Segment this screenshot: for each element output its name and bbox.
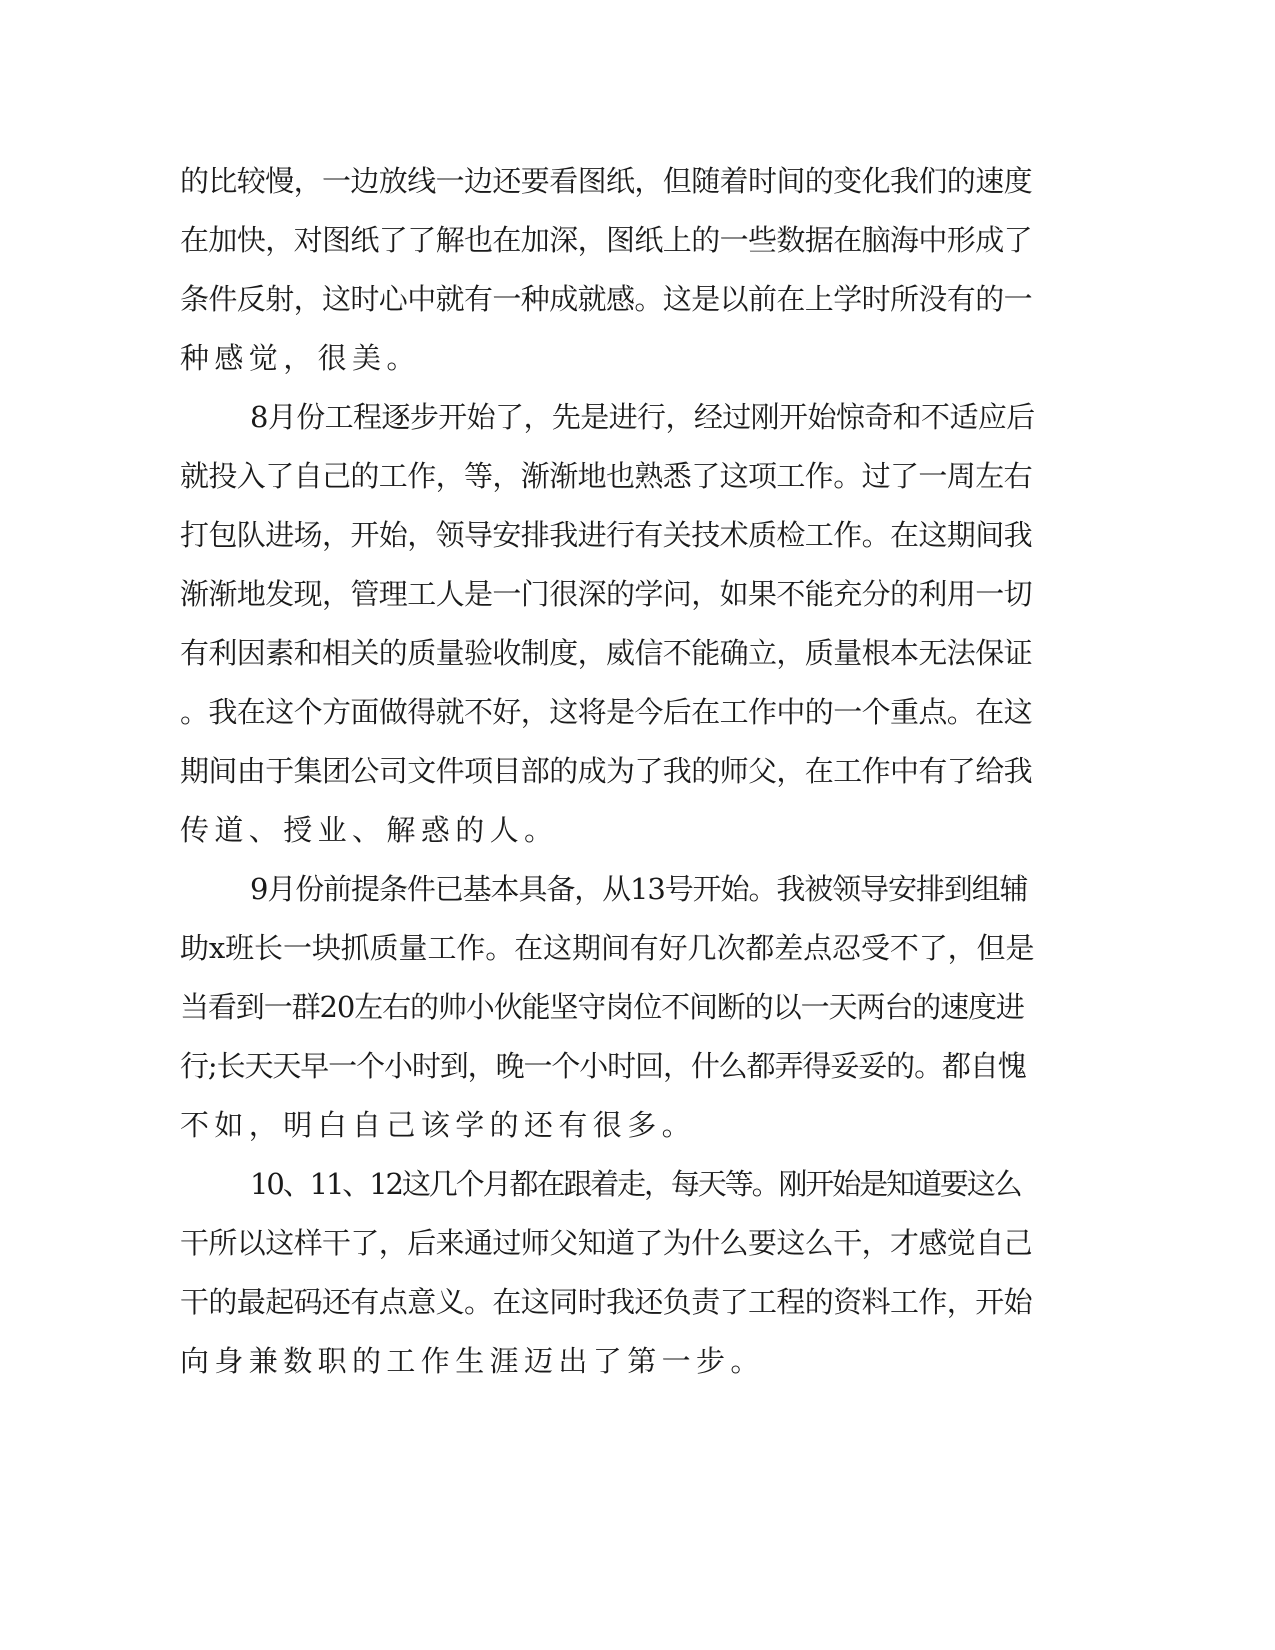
text-line: 助x班长一块抓质量工作。在这期间有好几次都差点忍受不了，但是 [180,931,1035,965]
text-line: 渐渐地发现，管理工人是一门很深的学问，如果不能充分的利用一切 [180,577,1033,611]
paragraph-start-line: 10、11、12这几个月都在跟着走，每天等。刚开始是知道要这么 [250,1167,1021,1201]
text-line: 期间由于集团公司文件项目部的成为了我的师父，在工作中有了给我 [180,754,1033,788]
text-line: 就投入了自己的工作，等，渐渐地也熟悉了这项工作。过了一周左右 [180,459,1033,493]
text-line: 有利因素和相关的质量验收制度，威信不能确立，质量根本无法保证 [180,636,1033,670]
text-line: 。我在这个方面做得就不好，这将是今后在工作中的一个重点。在这 [180,695,1033,729]
text-line: 当看到一群20左右的帅小伙能坚守岗位不间断的以一天两台的速度进 [180,990,1024,1024]
text-line: 传道、授业、解惑的人。 [180,813,559,847]
paragraph-start-line: 8月份工程逐步开始了，先是进行，经过刚开始惊奇和不适应后 [250,400,1035,434]
paragraph-start-line: 9月份前提条件已基本具备，从13号开始。我被领导安排到组辅 [250,872,1028,906]
text-line: 干所以这样干了，后来通过师父知道了为什么要这么干，才感觉自己 [180,1226,1033,1260]
text-line: 打包队进场，开始，领导安排我进行有关技术质检工作。在这期间我 [180,518,1033,552]
text-line: 不如，明白自己该学的还有很多。 [180,1108,697,1142]
text-line: 种感觉，很美。 [180,341,421,375]
text-line: 条件反射，这时心中就有一种成就感。这是以前在上学时所没有的一 [180,282,1033,316]
text-line: 行;长天天早一个小时到，晚一个小时回，什么都弄得妥妥的。都自愧 [180,1049,1026,1083]
text-line: 干的最起码还有点意义。在这同时我还负责了工程的资料工作，开始 [180,1285,1033,1319]
text-line: 向身兼数职的工作生涯迈出了第一步。 [180,1344,765,1378]
text-line: 在加快，对图纸了了解也在加深，图纸上的一些数据在脑海中形成了 [180,223,1033,257]
text-line: 的比较慢，一边放线一边还要看图纸，但随着时间的变化我们的速度 [180,164,1033,198]
